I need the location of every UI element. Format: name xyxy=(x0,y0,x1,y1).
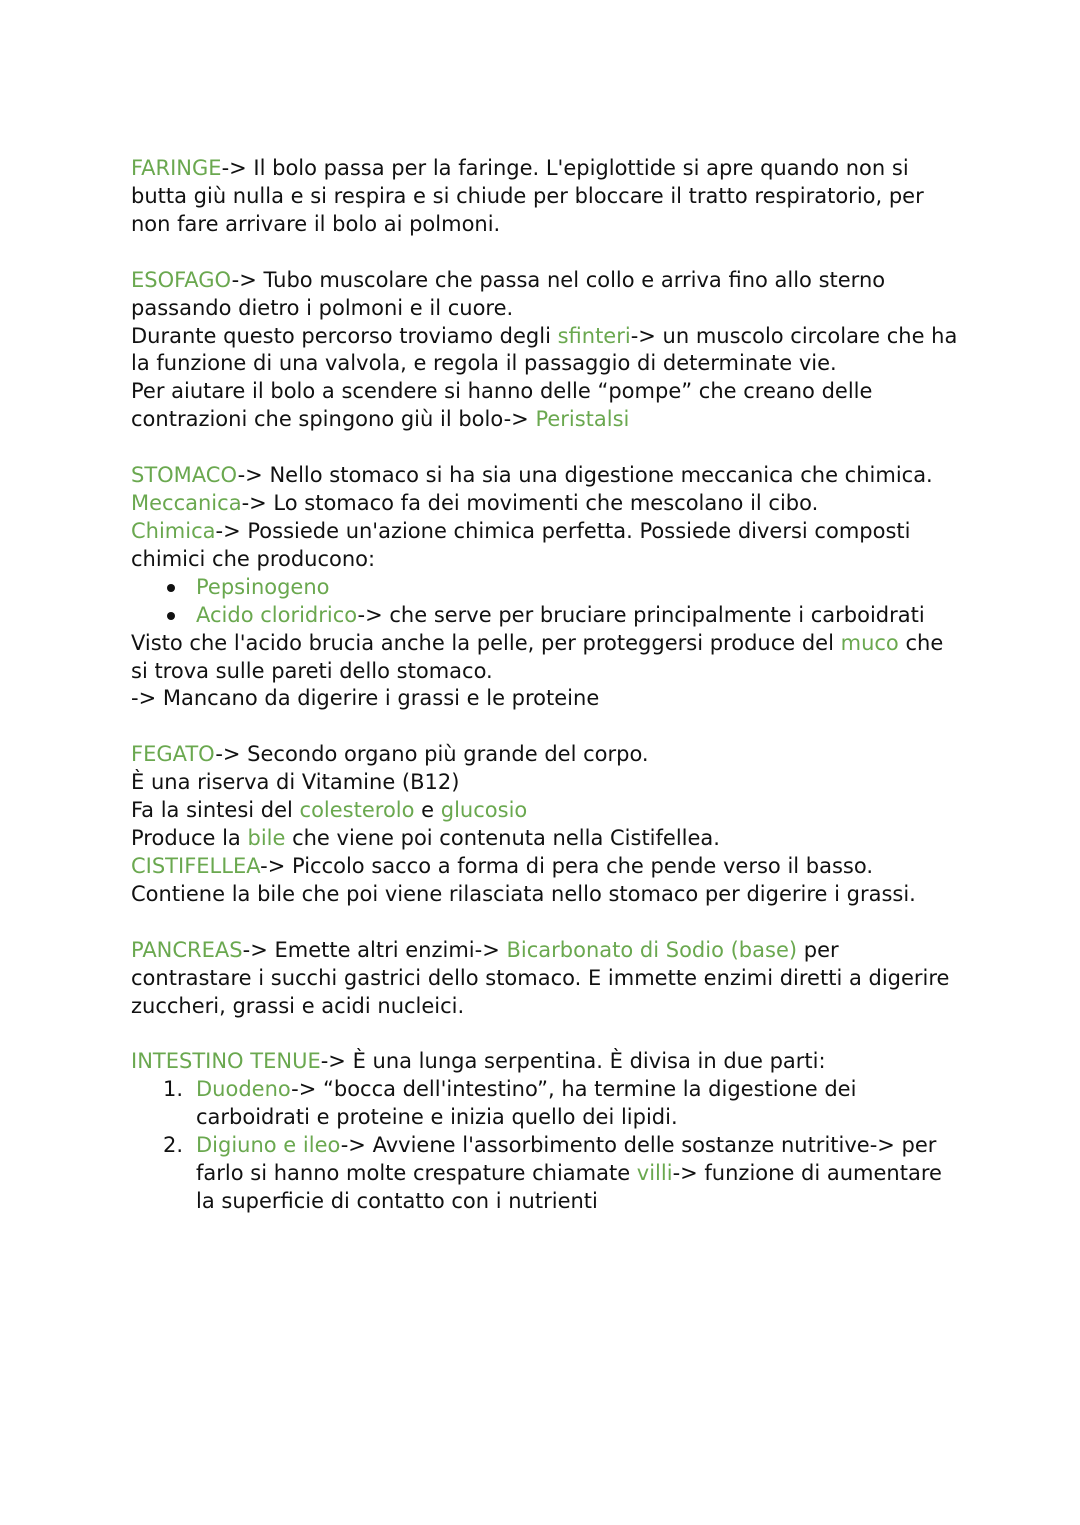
fegato-paragraph xyxy=(131,741,960,769)
fegato-title: FEGATO xyxy=(131,742,216,767)
section-pancreas xyxy=(131,937,960,1021)
peristalsi-term: Peristalsi xyxy=(535,407,630,432)
pancreas-text2: per contrastare i succhi gastrici dello stomaco. E immette enzimi diretti a digerire xyxy=(131,937,950,990)
muco-paragraph xyxy=(131,630,960,686)
duodeno-text: -> “bocca dell'intestino”, ha termine la digestione dei carboidrati e proteine e inizia quello dei lipidi. xyxy=(196,1077,857,1130)
bile-pre: Produce la xyxy=(131,826,248,851)
list-item xyxy=(196,574,960,602)
sintesi-pre: Fa la sintesi del xyxy=(131,798,300,823)
chimica-text: -> Possiede un'azione chimica perfetta. Possiede diversi composti chimici che producono: xyxy=(131,518,911,571)
esofago-title: ESOFAGO xyxy=(131,267,232,292)
list-item xyxy=(196,602,960,630)
colesterolo-term: colesterolo xyxy=(299,798,415,823)
stomaco-title: STOMACO xyxy=(131,463,238,488)
list-number: 1. xyxy=(163,1077,184,1102)
acido-cloridrico-text: -> che serve per bruciare principalmente i carboidrati xyxy=(357,602,925,627)
bicarbonato-term: Bicarbonato di Sodio (base) xyxy=(506,937,798,962)
esofago-paragraph xyxy=(131,267,960,323)
pancreas-title: PANCREAS xyxy=(131,937,243,962)
section-intestino xyxy=(131,1048,960,1215)
fegato-vitamine: È una riserva di Vitamine (B12) xyxy=(131,770,460,795)
stomaco-bullet-list xyxy=(131,574,960,630)
esofago-text: -> Tubo muscolare che passa nel collo e arriva fino allo sterno passando dietro i polmoni e il cuore. xyxy=(131,267,886,320)
bile-term: bile xyxy=(247,826,286,851)
list-item xyxy=(163,1076,960,1132)
section-fegato xyxy=(131,741,960,908)
pancreas-text1: -> Emette altri enzimi-> xyxy=(242,937,507,962)
section-faringe xyxy=(131,155,960,239)
acido-cloridrico-term: Acido cloridrico xyxy=(196,602,358,627)
section-esofago xyxy=(131,267,960,434)
meccanica-term: Meccanica xyxy=(131,491,242,516)
meccanica-text: -> Lo stomaco fa dei movimenti che mescolano il cibo. xyxy=(241,491,819,516)
meccanica-paragraph xyxy=(131,490,960,518)
esofago-sfinteri-paragraph xyxy=(131,323,960,379)
chimica-term: Chimica xyxy=(131,518,216,543)
stomaco-text: -> Nello stomaco si ha sia una digestione meccanica che chimica. xyxy=(237,463,933,488)
faringe-text: -> Il bolo passa per la faringe. L'epiglottide si apre quando non si butta giù nulla e si respira e si chiude per bloccare il tratto respiratorio, per non fare arrivare il bolo ai polmoni. xyxy=(131,156,924,236)
faringe-paragraph xyxy=(131,155,960,239)
intestino-numbered-list xyxy=(131,1076,960,1216)
faringe-title: FARINGE xyxy=(131,156,222,180)
fegato-bile xyxy=(131,825,960,853)
visto-post: che si trova sulle pareti dello stomaco. xyxy=(131,630,944,683)
esofago-peristalsi-paragraph xyxy=(131,378,960,434)
mancano-paragraph: -> Mancano da digerire i grassi e le proteine xyxy=(131,686,600,711)
sintesi-mid: e xyxy=(414,798,441,823)
cistifellea-title: CISTIFELLEA xyxy=(131,853,261,878)
duodeno-term: Duodeno xyxy=(196,1077,292,1102)
pepsinogeno-term: Pepsinogeno xyxy=(196,574,330,599)
esofago-l2-pre: Durante questo percorso troviamo degli xyxy=(131,323,558,348)
fegato-sintesi xyxy=(131,797,960,825)
visto-pre: Visto che l'acido brucia anche la pelle, per proteggersi produce del xyxy=(131,630,841,655)
digiuno-text2: -> funzione di aumentare la superficie di contatto con i nutrienti xyxy=(196,1161,942,1213)
glucosio-term: glucosio xyxy=(440,798,528,823)
bile-post: che viene poi contenuta nella Cistifellea. xyxy=(285,826,720,851)
esofago-l3-pre: Per aiutare il bolo a scendere si hanno delle “pompe” che creano delle contrazioni che spingono giù il bolo-> xyxy=(131,379,873,432)
esofago-l2-post: -> un muscolo circolare che ha la funzione di una valvola, e regola il passaggio di determinate vie. xyxy=(131,323,958,376)
intestino-paragraph xyxy=(131,1048,960,1076)
pancreas-zuccheri: zuccheri, grassi e acidi nucleici. xyxy=(131,993,465,1018)
chimica-paragraph xyxy=(131,518,960,574)
cistifellea-text: -> Piccolo sacco a forma di pera che pende verso il basso. Contiene la bile che poi viene rilasciata nello stomaco per digerire i grassi. xyxy=(131,853,916,906)
digiuno-text1: -> Avviene l'assorbimento delle sostanze nutritive-> per farlo si hanno molte crespature chiamate xyxy=(196,1133,937,1186)
digiuno-ileo-term: Digiuno e ileo xyxy=(196,1133,341,1158)
intestino-text: -> È una lunga serpentina. È divisa in due parti: xyxy=(320,1049,826,1074)
villi-term: villi xyxy=(636,1161,673,1186)
section-stomaco xyxy=(131,462,960,713)
stomaco-paragraph xyxy=(131,462,960,490)
pancreas-paragraph xyxy=(131,937,960,993)
list-number: 2. xyxy=(163,1133,184,1158)
cistifellea-paragraph xyxy=(131,853,960,909)
fegato-text: -> Secondo organo più grande del corpo. xyxy=(215,742,649,767)
list-item xyxy=(163,1132,960,1216)
muco-term: muco xyxy=(840,630,899,655)
sfinteri-term: sfinteri xyxy=(557,323,631,348)
intestino-title: INTESTINO TENUE xyxy=(131,1049,321,1074)
